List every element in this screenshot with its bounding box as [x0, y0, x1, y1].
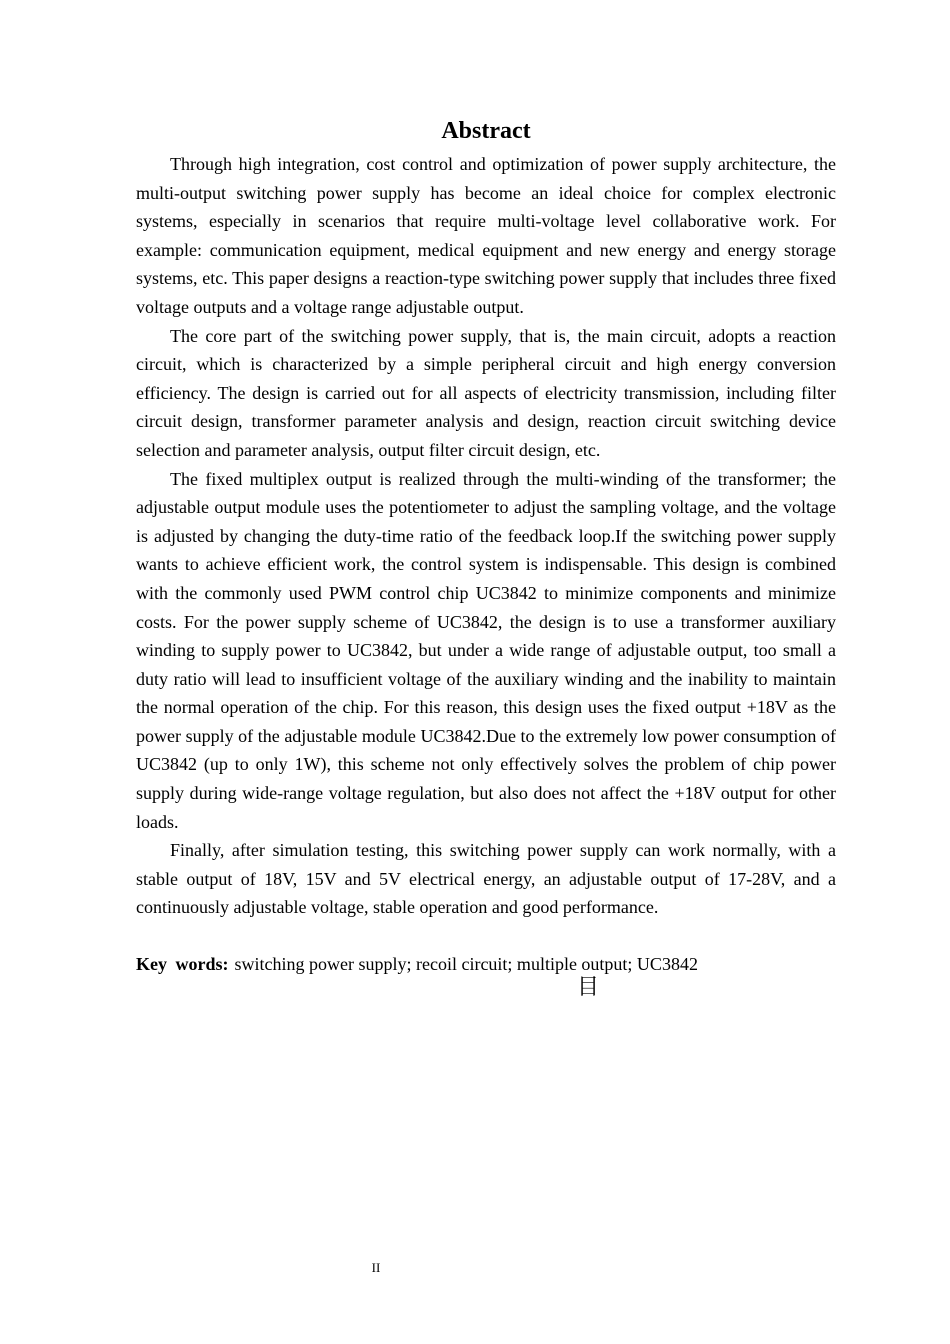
abstract-paragraph-4: Finally, after simulation testing, this switching power supply can work normally, with a stable output of 18V, 15V and 5V electrical energy, an adjustable output of 17-28V, and a continuously adjustable voltage, stable operation and good performance. — [136, 840, 836, 918]
abstract-body — [136, 150, 836, 922]
keywords-line — [136, 950, 836, 979]
abstract-paragraph-1: Through high integration, cost control and optimization of power supply architecture, the multi-output switching power supply has become an ideal choice for complex electronic systems, especially in scenarios that require multi-voltage level collaborative work. For example: communication equipment, medical equipment and new energy and energy storage systems, etc. This paper designs a reaction-type switching power supply that includes three fixed voltage outputs and a voltage range adjustable output. — [136, 154, 836, 317]
keywords-label: Key words: — [136, 954, 229, 974]
abstract-paragraph-2: The core part of the switching power supply, that is, the main circuit, adopts a reaction circuit, which is characterized by a simple peripheral circuit and high energy conversion efficiency. The design is carried out for all aspects of electricity transmission, including filter circuit design, transformer parameter analysis and design, reaction circuit switching device selection and parameter analysis, output filter circuit design, etc. — [136, 325, 836, 460]
toc-heading-fragment: 目 — [577, 975, 600, 1000]
keywords-text: switching power supply; recoil circuit; multiple output; UC3842 — [234, 954, 698, 974]
abstract-paragraph-3: The fixed multiplex output is realized through the multi-winding of the transformer; the adjustable output module uses the potentiometer to adjust the sampling voltage, and the voltage is adjusted by changing the duty-time ratio of the feedback loop.If the switching power supply wants to achieve efficient work, the control system is indispensable. This design is combined with the commonly used PWM control chip UC3842 to minimize components and minimize costs. For the power supply scheme of UC3842, the design is to use a transformer auxiliary winding to supply power to UC3842, but under a wide range of adjustable output, too small a duty ratio will lead to insufficient voltage of the auxiliary winding and the inability to maintain the normal operation of the chip. For this reason, this design uses the fixed output +18V as the power supply of the adjustable module UC3842.Due to the extremely low power consumption of UC3842 (up to only 1W), this scheme not only effectively solves the problem of chip power supply during wide-range voltage regulation, but also does not affect the +18V output for other loads. — [136, 468, 836, 832]
abstract-title: Abstract — [441, 118, 531, 144]
page-number: II — [371, 1260, 381, 1275]
